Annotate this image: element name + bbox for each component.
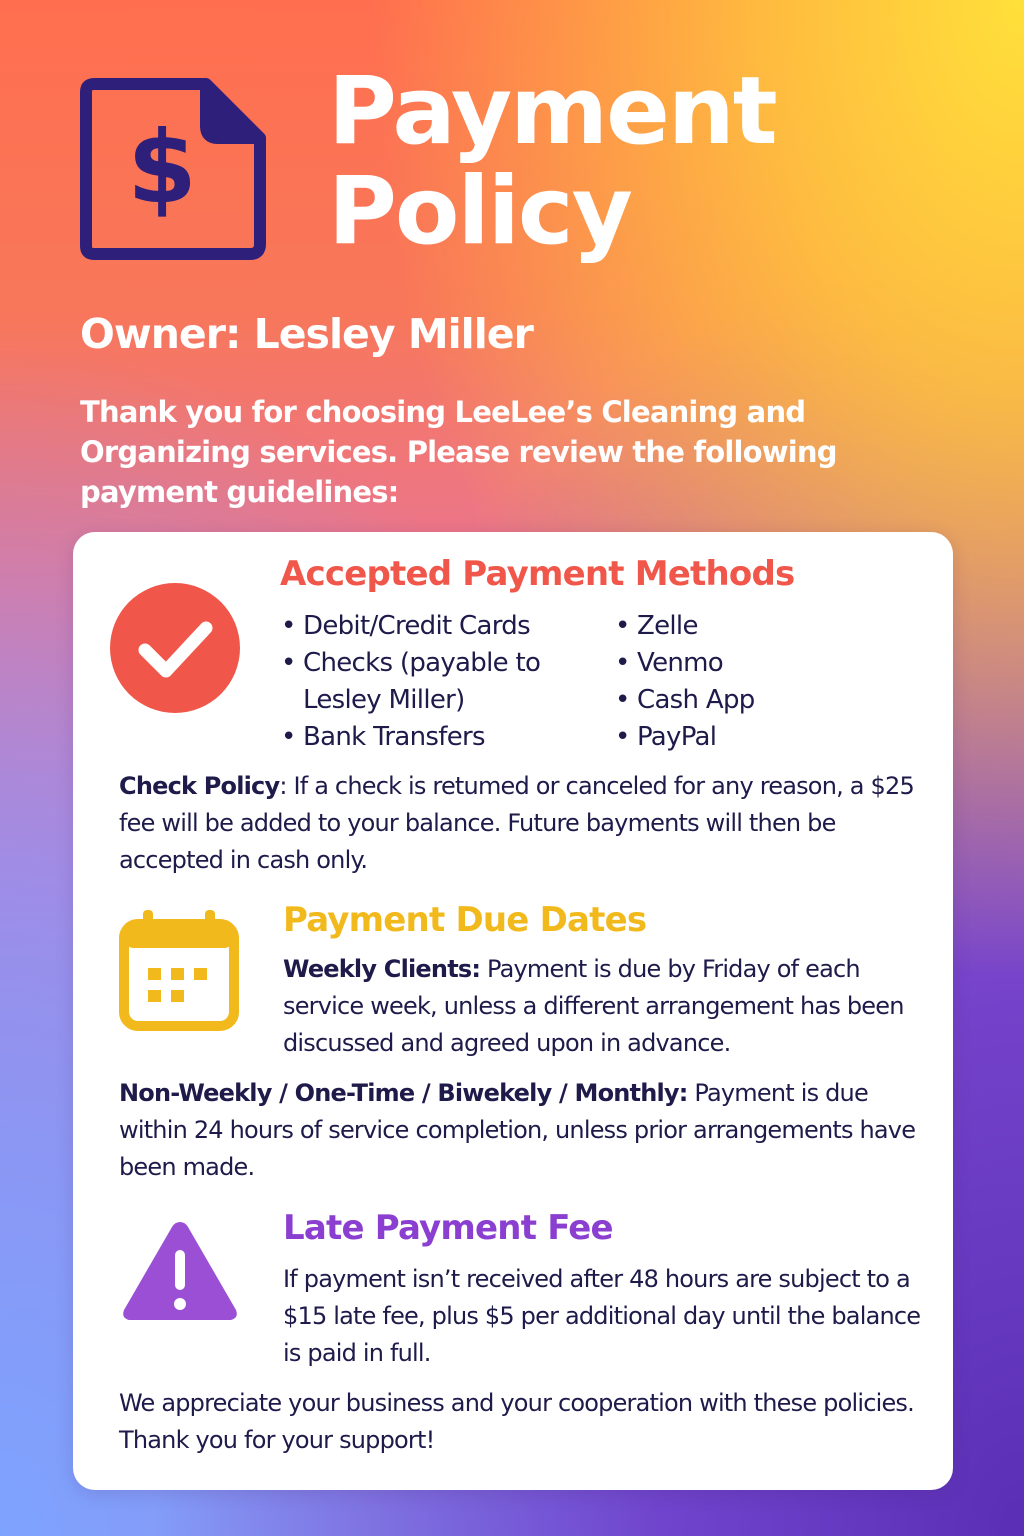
method-item: • Debit/Credit Cards (281, 608, 591, 645)
method-item: • Venmo (615, 645, 855, 682)
check-policy-text: Check Policy: If a check is retumed or canceled for any reason, a $25 fee will be added to your balance. Future bayments will then be accepted in cash only. (119, 772, 914, 874)
nonweekly-text: Non-Weekly / One-Time / Biwekely / Monthly: Payment is due within 24 hours of service completion, unless prior arrangements have been made. (119, 1079, 916, 1181)
nonweekly-label: Non-Weekly / One-Time / Biwekely / Monthly: (119, 1079, 688, 1107)
intro-text: Thank you for choosing LeeLee’s Cleaning and Organizing services. Please review the following payment guidelines: (80, 395, 837, 509)
calendar-icon (119, 910, 239, 1032)
late-fee-text: If payment isn’t received after 48 hours are subject to a $15 late fee, plus $5 per additional day until the balance is paid in full. (283, 1265, 921, 1367)
dollar-document-icon (80, 76, 268, 260)
due-dates-heading: Payment Due Dates (283, 900, 647, 940)
check-circle-icon (109, 582, 241, 714)
warning-triangle-icon (119, 1218, 241, 1324)
title-line-2: Policy (328, 157, 631, 266)
late-fee-heading: Late Payment Fee (283, 1208, 613, 1248)
methods-list-left (281, 608, 591, 756)
method-item: • Bank Transfers (281, 719, 591, 756)
closing-text: We appreciate your business and your cooperation with these policies. Thank you for your support! (119, 1389, 914, 1454)
method-item: • PayPal (615, 719, 855, 756)
owner-line: Owner: Lesley Miller (80, 310, 533, 358)
check-policy-label: Check Policy (119, 772, 280, 800)
weekly-label: Weekly Clients: (283, 955, 481, 983)
svg-text:$: $ (127, 109, 197, 226)
methods-list-right (615, 608, 855, 756)
methods-heading: Accepted Payment Methods (280, 554, 795, 594)
method-item: • Checks (payable to Lesley Miller) (281, 645, 591, 719)
page-title (328, 57, 776, 266)
method-item: • Cash App (615, 682, 855, 719)
title-line-1: Payment (328, 57, 776, 166)
weekly-clients-text: Weekly Clients: Payment is due by Friday of each service week, unless a different arrangement has been discussed and agreed upon in advance. (283, 955, 904, 1057)
method-item: • Zelle (615, 608, 855, 645)
policy-card (73, 532, 953, 1490)
